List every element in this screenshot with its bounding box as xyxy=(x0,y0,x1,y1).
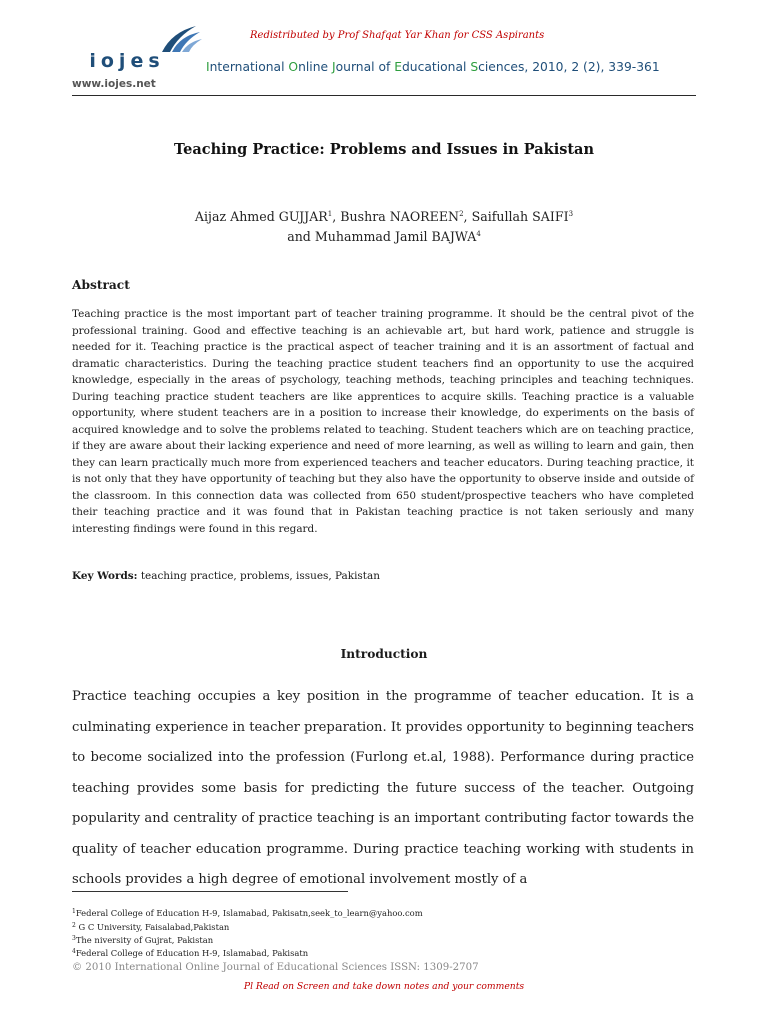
journal-word: nternational xyxy=(209,60,289,74)
journal-word-cap: O xyxy=(288,60,299,74)
journal-citation xyxy=(206,60,660,74)
author-affiliation-mark: 2 xyxy=(459,210,464,218)
footnote xyxy=(72,908,423,918)
author-name: and Muhammad Jamil BAJWA xyxy=(287,229,477,244)
footnote xyxy=(72,922,229,932)
author-line-2 xyxy=(72,229,696,244)
footnote-mark: 4 xyxy=(72,948,76,955)
keywords xyxy=(72,570,694,582)
journal-word: ournal of xyxy=(335,60,395,74)
introduction-text: Practice teaching occupies a key position in the programme of teacher education. It is a culminating experience in teacher preparation. It provides opportunity to beginning teachers to become socialized into the profession (Furlong et.al, 1988). Performance during practice teaching provides some basis for predicting the future success of the teacher. Outgoing popularity and centrality of practice teaching is an important contributing factor towards the quality of teacher education programme. During practice teaching working with students in schools provides a high degree of emotional involvement mostly of a xyxy=(72,689,694,887)
footnote-mark: 2 xyxy=(72,922,76,929)
author-separator: , xyxy=(463,209,472,224)
author-affiliation-mark: 1 xyxy=(327,210,333,218)
author-name: Saifullah SAIFI xyxy=(471,209,569,224)
author-name: Aijaz Ahmed GUJJAR xyxy=(194,209,328,224)
journal-word-cap: I xyxy=(206,60,210,74)
introduction-heading: Introduction xyxy=(340,647,428,661)
journal-word: ducational xyxy=(402,60,471,74)
footnote-text: Federal College of Education H-9, Islamabad, Pakisatn,seek_to_learn@yahoo.com xyxy=(75,908,423,918)
abstract-heading: Abstract xyxy=(72,278,130,292)
keywords-label: Key Words: xyxy=(72,570,138,582)
keywords-list: teaching practice, problems, issues, Pakistan xyxy=(137,570,380,582)
author-affiliation-mark: 3 xyxy=(568,210,574,218)
footnote-text: The niversity of Gujrat, Pakistan xyxy=(75,935,214,945)
journal-word-cap: E xyxy=(394,60,402,74)
journal-volume-pages: ciences, 2010, 2 (2), 339-361 xyxy=(478,60,660,74)
redistribution-note: Redistributed by Prof Shafqat Yar Khan for CSS Aspirants xyxy=(250,30,545,41)
reading-note: Pl Read on Screen and take down notes and your comments xyxy=(243,981,525,992)
author-line-1 xyxy=(72,209,696,224)
footnote-mark: 1 xyxy=(72,908,76,915)
footnote xyxy=(72,948,308,958)
copyright-line: © 2010 International Online Journal of Educational Sciences ISSN: 1309-2707 xyxy=(72,962,479,973)
logo-wordmark: iojes xyxy=(89,50,165,72)
author-name: Bushra NAOREEN xyxy=(340,209,460,224)
abstract-text: Teaching practice is the most important part of teacher training programme. It should be the central pivot of the professional training. Good and effective teaching is an achievable art, but hard work, patience and struggle is needed for it. Teaching practice is the practical aspect of teacher training and it is an assortment of factual and dramatic characteristics. During the teaching practice student teachers find an opportunity to use the acquired knowledge, especially in the areas of psychology, teaching methods, teaching principles and teaching techniques. During teaching practice student teachers are like apprentices to acquire skills. Teaching practice is a valuable opportunity, where student teachers are in a position to increase their knowledge, do experiments on the basis of acquired knowledge and to solve the problems related to teaching. Student teachers which are on teaching practice, if they are aware about their lacking experience and need of more learning, as well as willing to learn and gain, then they can learn practically much more from experienced teachers and teacher educators. During teaching practice, it is not only that they have opportunity of teaching but they also have the opportunity to observe inside and outside of the classroom. In this connection data was collected from 650 student/prospective teachers who have completed their teaching practice and it was found that in Pakistan teaching practice is not taken seriously and many interesting findings were found in this regard. xyxy=(72,308,694,535)
footnote-text: Federal College of Education H-9, Islamabad, Pakisatn xyxy=(75,948,309,958)
journal-word-cap: S xyxy=(470,60,479,74)
footnote-mark: 3 xyxy=(72,935,76,942)
footnote xyxy=(72,935,213,945)
paper-title: Teaching Practice: Problems and Issues in Pakistan xyxy=(174,141,594,158)
footnote-divider xyxy=(72,891,348,892)
author-affiliation-mark: 4 xyxy=(476,230,481,238)
journal-logo xyxy=(72,20,182,94)
journal-word: nline xyxy=(298,60,332,74)
journal-word-cap: J xyxy=(332,60,336,74)
author-separator: , xyxy=(332,209,341,224)
footnote-text: G C University, Faisalabad,Pakistan xyxy=(75,922,230,932)
header-divider xyxy=(72,95,696,96)
journal-website[interactable]: www.iojes.net xyxy=(72,78,156,90)
